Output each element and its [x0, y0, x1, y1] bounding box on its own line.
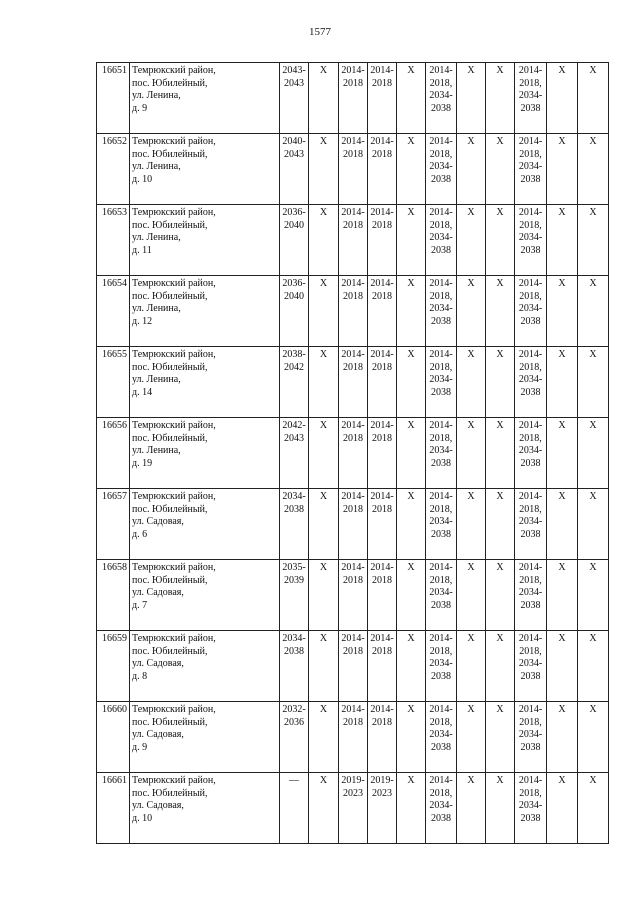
period-cell-c2: X	[309, 276, 339, 347]
period-cell-c8: X	[486, 489, 515, 560]
period-cell-c7: X	[457, 347, 486, 418]
registry-table	[96, 62, 609, 844]
period-cell-c10: X	[547, 63, 578, 134]
period-cell-c10: X	[547, 134, 578, 205]
period-cell-c3: 2014- 2018	[339, 702, 368, 773]
address-line: пос. Юбилейный,	[132, 503, 208, 515]
table-row	[97, 134, 609, 205]
period-cell-c10: X	[547, 418, 578, 489]
period-cell-c4: 2014- 2018	[368, 134, 397, 205]
period-cell-c3: 2014- 2018	[339, 560, 368, 631]
period-cell-c1: 2038- 2042	[280, 347, 309, 418]
period-cell-c1: —	[280, 773, 309, 844]
period-cell-c6: 2014- 2018, 2034- 2038	[426, 418, 457, 489]
period-cell-c3: 2014- 2018	[339, 276, 368, 347]
page-number: 1577	[309, 26, 331, 38]
address-cell	[130, 134, 280, 205]
table-row	[97, 489, 609, 560]
period-cell-c9: 2014- 2018, 2034- 2038	[515, 134, 547, 205]
period-cell-c2: X	[309, 773, 339, 844]
period-cell-c10: X	[547, 773, 578, 844]
record-number-cell: 16659	[97, 631, 130, 702]
address-line: д. 11	[132, 244, 152, 256]
address-cell	[130, 276, 280, 347]
record-number-cell: 16653	[97, 205, 130, 276]
period-cell-c3: 2014- 2018	[339, 134, 368, 205]
period-cell-c8: X	[486, 205, 515, 276]
period-cell-c8: X	[486, 276, 515, 347]
record-number-cell: 16660	[97, 702, 130, 773]
period-cell-c5: X	[397, 63, 426, 134]
period-cell-c11: X	[578, 560, 609, 631]
address-line: пос. Юбилейный,	[132, 290, 208, 302]
period-cell-c10: X	[547, 702, 578, 773]
period-cell-c11: X	[578, 205, 609, 276]
record-number-cell: 16655	[97, 347, 130, 418]
address-line: ул. Ленина,	[132, 445, 181, 456]
table-row	[97, 347, 609, 418]
period-cell-c11: X	[578, 702, 609, 773]
period-cell-c6: 2014- 2018, 2034- 2038	[426, 276, 457, 347]
period-cell-c2: X	[309, 134, 339, 205]
table-row	[97, 560, 609, 631]
record-number-cell: 16656	[97, 418, 130, 489]
address-line: пос. Юбилейный,	[132, 432, 208, 444]
address-cell	[130, 631, 280, 702]
period-cell-c6: 2014- 2018, 2034- 2038	[426, 631, 457, 702]
period-cell-c2: X	[309, 205, 339, 276]
period-cell-c11: X	[578, 631, 609, 702]
address-line: Темрюкский район,	[132, 278, 216, 289]
record-number-cell: 16657	[97, 489, 130, 560]
address-cell	[130, 347, 280, 418]
address-line: ул. Ленина,	[132, 374, 181, 385]
record-number-cell: 16652	[97, 134, 130, 205]
address-line: д. 12	[132, 315, 153, 327]
period-cell-c1: 2032- 2036	[280, 702, 309, 773]
address-line: Темрюкский район,	[132, 65, 216, 76]
period-cell-c7: X	[457, 276, 486, 347]
period-cell-c8: X	[486, 134, 515, 205]
period-cell-c3: 2019- 2023	[339, 773, 368, 844]
period-cell-c3: 2014- 2018	[339, 347, 368, 418]
address-line: ул. Садовая,	[132, 800, 184, 811]
period-cell-c3: 2014- 2018	[339, 63, 368, 134]
period-cell-c4: 2014- 2018	[368, 489, 397, 560]
address-line: д. 9	[132, 102, 148, 114]
record-number-cell: 16658	[97, 560, 130, 631]
address-cell	[130, 560, 280, 631]
address-line: д. 14	[132, 386, 153, 398]
period-cell-c6: 2014- 2018, 2034- 2038	[426, 63, 457, 134]
period-cell-c8: X	[486, 63, 515, 134]
period-cell-c4: 2014- 2018	[368, 560, 397, 631]
record-number-cell: 16661	[97, 773, 130, 844]
period-cell-c6: 2014- 2018, 2034- 2038	[426, 134, 457, 205]
period-cell-c2: X	[309, 702, 339, 773]
address-line: д. 9	[132, 741, 148, 753]
address-line: пос. Юбилейный,	[132, 645, 208, 657]
period-cell-c7: X	[457, 702, 486, 773]
address-line: ул. Ленина,	[132, 90, 181, 101]
table-row	[97, 773, 609, 844]
period-cell-c8: X	[486, 702, 515, 773]
address-line: Темрюкский район,	[132, 420, 216, 431]
period-cell-c7: X	[457, 773, 486, 844]
address-line: пос. Юбилейный,	[132, 361, 208, 373]
period-cell-c6: 2014- 2018, 2034- 2038	[426, 702, 457, 773]
period-cell-c9: 2014- 2018, 2034- 2038	[515, 418, 547, 489]
period-cell-c5: X	[397, 134, 426, 205]
period-cell-c2: X	[309, 489, 339, 560]
period-cell-c10: X	[547, 489, 578, 560]
period-cell-c8: X	[486, 773, 515, 844]
address-line: Темрюкский район,	[132, 775, 216, 786]
address-line: пос. Юбилейный,	[132, 574, 208, 586]
period-cell-c9: 2014- 2018, 2034- 2038	[515, 276, 547, 347]
table-row	[97, 702, 609, 773]
period-cell-c8: X	[486, 347, 515, 418]
period-cell-c6: 2014- 2018, 2034- 2038	[426, 560, 457, 631]
address-line: Темрюкский район,	[132, 136, 216, 147]
period-cell-c9: 2014- 2018, 2034- 2038	[515, 347, 547, 418]
period-cell-c2: X	[309, 63, 339, 134]
period-cell-c4: 2019- 2023	[368, 773, 397, 844]
period-cell-c5: X	[397, 347, 426, 418]
period-cell-c9: 2014- 2018, 2034- 2038	[515, 63, 547, 134]
address-cell	[130, 773, 280, 844]
address-line: пос. Юбилейный,	[132, 716, 208, 728]
address-line: ул. Ленина,	[132, 303, 181, 314]
period-cell-c10: X	[547, 560, 578, 631]
address-line: пос. Юбилейный,	[132, 219, 208, 231]
address-cell	[130, 418, 280, 489]
address-line: д. 8	[132, 670, 148, 682]
period-cell-c1: 2036- 2040	[280, 276, 309, 347]
address-line: ул. Садовая,	[132, 729, 184, 740]
address-line: д. 10	[132, 812, 153, 824]
period-cell-c3: 2014- 2018	[339, 418, 368, 489]
period-cell-c3: 2014- 2018	[339, 489, 368, 560]
period-cell-c1: 2042- 2043	[280, 418, 309, 489]
period-cell-c2: X	[309, 631, 339, 702]
period-cell-c4: 2014- 2018	[368, 63, 397, 134]
table-row	[97, 276, 609, 347]
period-cell-c1: 2040- 2043	[280, 134, 309, 205]
period-cell-c4: 2014- 2018	[368, 276, 397, 347]
period-cell-c1: 2043- 2043	[280, 63, 309, 134]
period-cell-c10: X	[547, 631, 578, 702]
period-cell-c7: X	[457, 489, 486, 560]
period-cell-c5: X	[397, 631, 426, 702]
period-cell-c11: X	[578, 134, 609, 205]
period-cell-c11: X	[578, 276, 609, 347]
table-row	[97, 63, 609, 134]
period-cell-c8: X	[486, 560, 515, 631]
period-cell-c3: 2014- 2018	[339, 205, 368, 276]
period-cell-c5: X	[397, 773, 426, 844]
address-line: ул. Садовая,	[132, 658, 184, 669]
period-cell-c8: X	[486, 631, 515, 702]
period-cell-c9: 2014- 2018, 2034- 2038	[515, 773, 547, 844]
address-line: д. 10	[132, 173, 153, 185]
address-line: пос. Юбилейный,	[132, 148, 208, 160]
address-line: ул. Ленина,	[132, 161, 181, 172]
address-cell	[130, 63, 280, 134]
period-cell-c4: 2014- 2018	[368, 418, 397, 489]
table-row	[97, 631, 609, 702]
address-line: пос. Юбилейный,	[132, 77, 208, 89]
period-cell-c10: X	[547, 276, 578, 347]
period-cell-c4: 2014- 2018	[368, 702, 397, 773]
table-row	[97, 205, 609, 276]
period-cell-c6: 2014- 2018, 2034- 2038	[426, 773, 457, 844]
period-cell-c7: X	[457, 63, 486, 134]
address-line: ул. Садовая,	[132, 516, 184, 527]
period-cell-c10: X	[547, 347, 578, 418]
table-row	[97, 418, 609, 489]
period-cell-c5: X	[397, 205, 426, 276]
address-line: ул. Ленина,	[132, 232, 181, 243]
address-line: ул. Садовая,	[132, 587, 184, 598]
registry-body	[97, 63, 609, 844]
period-cell-c2: X	[309, 418, 339, 489]
period-cell-c2: X	[309, 347, 339, 418]
record-number-cell: 16651	[97, 63, 130, 134]
period-cell-c1: 2034- 2038	[280, 631, 309, 702]
address-cell	[130, 702, 280, 773]
period-cell-c10: X	[547, 205, 578, 276]
period-cell-c7: X	[457, 631, 486, 702]
period-cell-c4: 2014- 2018	[368, 631, 397, 702]
period-cell-c7: X	[457, 560, 486, 631]
period-cell-c11: X	[578, 489, 609, 560]
period-cell-c9: 2014- 2018, 2034- 2038	[515, 205, 547, 276]
period-cell-c1: 2034- 2038	[280, 489, 309, 560]
period-cell-c9: 2014- 2018, 2034- 2038	[515, 560, 547, 631]
period-cell-c7: X	[457, 134, 486, 205]
period-cell-c5: X	[397, 702, 426, 773]
address-line: д. 19	[132, 457, 153, 469]
period-cell-c2: X	[309, 560, 339, 631]
period-cell-c1: 2035- 2039	[280, 560, 309, 631]
period-cell-c4: 2014- 2018	[368, 205, 397, 276]
period-cell-c1: 2036- 2040	[280, 205, 309, 276]
period-cell-c11: X	[578, 418, 609, 489]
period-cell-c11: X	[578, 773, 609, 844]
period-cell-c5: X	[397, 489, 426, 560]
address-line: Темрюкский район,	[132, 704, 216, 715]
period-cell-c6: 2014- 2018, 2034- 2038	[426, 489, 457, 560]
period-cell-c11: X	[578, 347, 609, 418]
period-cell-c7: X	[457, 418, 486, 489]
period-cell-c8: X	[486, 418, 515, 489]
address-line: Темрюкский район,	[132, 349, 216, 360]
record-number-cell: 16654	[97, 276, 130, 347]
period-cell-c3: 2014- 2018	[339, 631, 368, 702]
period-cell-c5: X	[397, 276, 426, 347]
address-line: д. 7	[132, 599, 148, 611]
period-cell-c11: X	[578, 63, 609, 134]
period-cell-c9: 2014- 2018, 2034- 2038	[515, 489, 547, 560]
period-cell-c6: 2014- 2018, 2034- 2038	[426, 347, 457, 418]
address-line: Темрюкский район,	[132, 562, 216, 573]
period-cell-c5: X	[397, 560, 426, 631]
address-cell	[130, 205, 280, 276]
period-cell-c9: 2014- 2018, 2034- 2038	[515, 631, 547, 702]
address-line: Темрюкский район,	[132, 207, 216, 218]
address-line: д. 6	[132, 528, 148, 540]
period-cell-c4: 2014- 2018	[368, 347, 397, 418]
address-line: Темрюкский район,	[132, 491, 216, 502]
period-cell-c6: 2014- 2018, 2034- 2038	[426, 205, 457, 276]
period-cell-c9: 2014- 2018, 2034- 2038	[515, 702, 547, 773]
address-cell	[130, 489, 280, 560]
address-line: пос. Юбилейный,	[132, 787, 208, 799]
address-line: Темрюкский район,	[132, 633, 216, 644]
period-cell-c7: X	[457, 205, 486, 276]
period-cell-c5: X	[397, 418, 426, 489]
